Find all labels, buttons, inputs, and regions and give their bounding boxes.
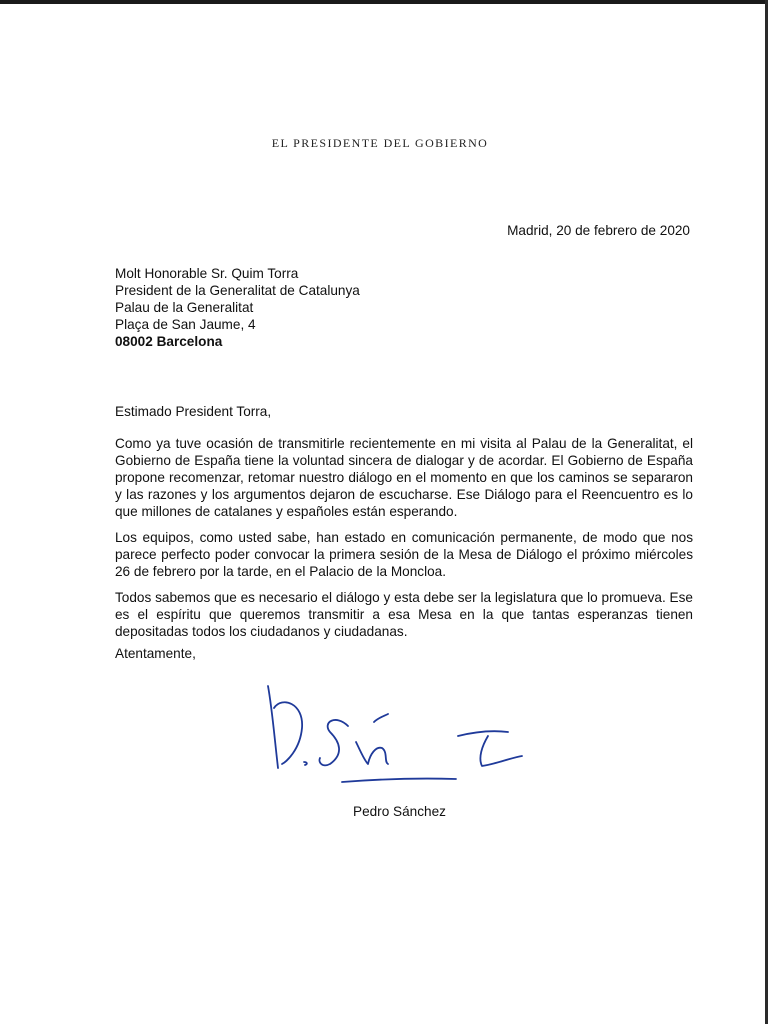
handwritten-signature	[260, 678, 540, 798]
address-line-building: Palau de la Generalitat	[115, 300, 254, 315]
address-line-name: Molt Honorable Sr. Quim Torra	[115, 266, 299, 281]
address-line-title: President de la Generalitat de Catalunya	[115, 283, 360, 298]
body-paragraph-2: Los equipos, como usted sabe, han estado en comunicación permanente, de modo que nos parece perfecto poder convocar la primera sesión de la Mesa de Diálogo el próximo miércoles 26 de febrero por la tarde, en el Palacio de la Moncloa.	[115, 530, 693, 579]
letterhead: EL PRESIDENTE DEL GOBIERNO	[271, 136, 489, 150]
recipient-address	[115, 265, 675, 350]
scan-top-edge	[0, 0, 768, 4]
body-paragraph-3: Todos sabemos que es necesario el diálogo y esta debe ser la legislatura que lo promueva. Ese es el espíritu que queremos transmitir a esa Mesa en la que tantas esperanzas tienen depositadas todos los ciudadanos y ciudadanas.	[115, 590, 693, 639]
salutation: Estimado President Torra,	[115, 404, 272, 419]
letter-date: Madrid, 20 de febrero de 2020	[507, 223, 690, 238]
signer-name: Pedro Sánchez	[353, 804, 446, 819]
letter-body	[115, 435, 693, 649]
closing: Atentamente,	[115, 646, 196, 661]
address-line-street: Plaça de San Jaume, 4	[115, 317, 256, 332]
body-paragraph-1: Como ya tuve ocasión de transmitirle recientemente en mi visita al Palau de la Generalitat, el Gobierno de España tiene la voluntad sincera de dialogar y de acordar. El Gobierno de España propone recomenzar, retomar nuestro diálogo en el momento en que los caminos se separaron y las razones y los argumentos dejaron de escucharse. Ese Diálogo para el Reencuentro es lo que millones de catalanes y españoles están esperando.	[115, 436, 693, 519]
address-line-city: 08002 Barcelona	[115, 334, 223, 349]
